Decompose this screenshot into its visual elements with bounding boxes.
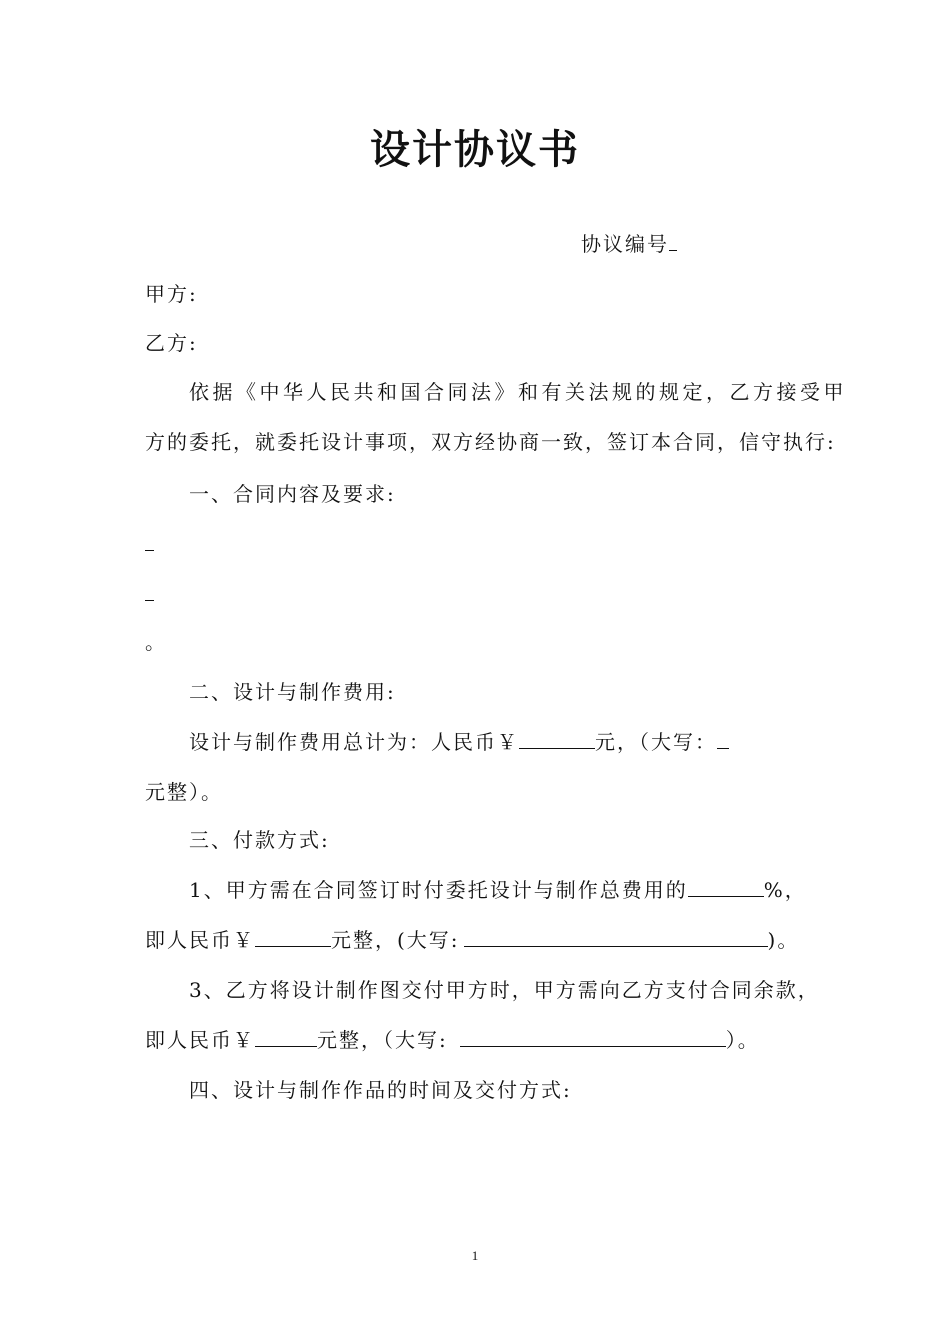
section-1-heading: 一、合同内容及要求: <box>189 482 396 506</box>
intro-paragraph-line-1: 依据《中华人民共和国合同法》和有关法规的规定，乙方接受甲 <box>189 380 847 404</box>
payment-1-rmb: 即人民币￥ <box>145 928 255 952</box>
agreement-number-line <box>581 230 677 258</box>
document-title: 设计协议书 <box>370 127 580 173</box>
party-a-label: 甲方: <box>145 282 198 306</box>
payment-3-amount-line <box>145 1026 760 1054</box>
payment-1-capital-blank <box>464 926 768 947</box>
payment-1-amount-line <box>145 926 799 954</box>
payment-3-unit: 元整，（大写: <box>317 1028 448 1052</box>
payment-3-amount-blank <box>255 1026 317 1047</box>
payment-3-line <box>189 976 820 1004</box>
payment-3-capital-blank <box>460 1026 726 1047</box>
payment-1-line <box>189 876 807 904</box>
page-number: 1 <box>471 1248 479 1263</box>
payment-3-rmb: 即人民币￥ <box>145 1028 255 1052</box>
section-2-heading: 二、设计与制作费用: <box>189 680 396 704</box>
payment-3-end: ）。 <box>725 1028 760 1052</box>
fee-capital-blank <box>717 728 729 749</box>
fee-prefix: 设计与制作费用总计为：人民币￥ <box>189 730 519 754</box>
payment-1-percent-blank <box>688 876 764 897</box>
section-1-end: 。 <box>145 630 167 654</box>
intro-paragraph-line-2: 方的委托，就委托设计事项，双方经协商一致，签订本合同，信守执行: <box>145 430 836 454</box>
section-1-blank-1 <box>145 530 154 558</box>
payment-1-percent: %， <box>763 878 807 902</box>
payment-1-amount-blank <box>255 926 331 947</box>
payment-1-end: )。 <box>767 928 800 952</box>
fee-amount-blank <box>519 728 595 749</box>
agreement-number-blank <box>669 230 677 251</box>
party-b-label: 乙方: <box>145 331 198 355</box>
payment-3-prefix: 3、乙方将设计制作图交付甲方时，甲方需向乙方支付合同余款， <box>189 978 820 1002</box>
section-1-blank-2 <box>145 580 154 608</box>
section-3-heading: 三、付款方式: <box>189 828 330 852</box>
payment-1-unit: 元整，(大写: <box>331 928 460 952</box>
fee-line <box>189 728 729 756</box>
fee-end: 元整）。 <box>145 780 223 804</box>
fee-unit: 元，（大写： <box>595 730 717 754</box>
section-4-heading: 四、设计与制作作品的时间及交付方式: <box>189 1078 572 1102</box>
payment-1-prefix: 1、甲方需在合同签订时付委托设计与制作总费用的 <box>189 878 688 902</box>
agreement-number-label: 协议编号 <box>581 232 669 256</box>
